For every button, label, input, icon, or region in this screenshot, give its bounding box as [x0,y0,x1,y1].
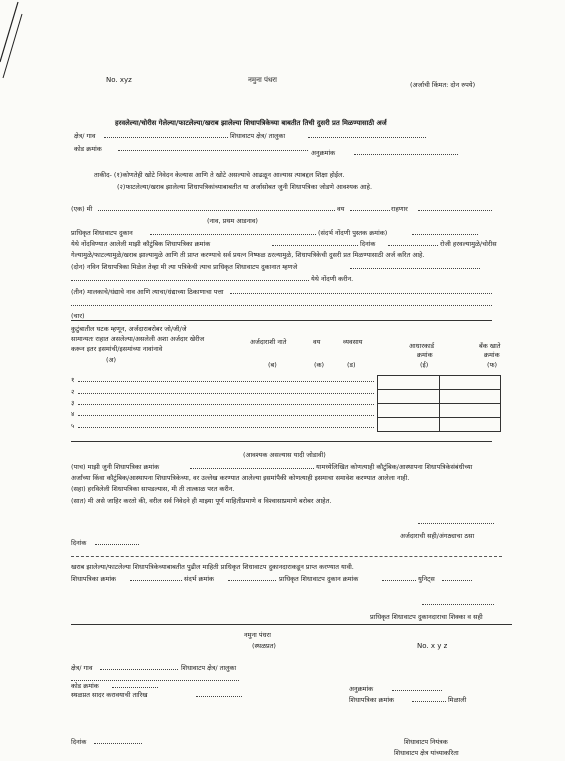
receipt-card-label: शिधापत्रिका क्रमांक [349,696,395,704]
aadhaar-cell[interactable] [378,404,440,418]
family-row-line[interactable] [78,427,374,428]
receipt-submit-line [196,696,242,697]
warning-note-1: ताकीद- (१)कोणतेही खोटे निवेदन केल्यास आणि ते खोटे असल्याचे आढळून आल्यास त्याबद्दल शिक्षा होईल. [94,171,345,179]
family-col-d: व्यवसाय [343,338,363,346]
family-col-c: वय [313,338,321,346]
family-col-a-3: करून इतर इसमांची/इसमांच्या नावांनावे [71,345,163,353]
table-row [378,376,501,390]
receipt-area-line [100,669,178,670]
signature-label: अर्जदाराची सही/अंगठ्याचा ठसा [400,532,475,540]
office-card-label: शिधापत्रिका क्रमांक [71,575,117,583]
shop-line [150,234,316,235]
para-five-c: अर्जांच्या किंवा कौटुंबिक/आस्थापना शिधापत्रिकेच्या, वर उल्लेख करण्यात आलेल्या इसमांपैकी कोणत्याही इसमाचा समावेश करण्यात आलेला नाही. [71,474,410,482]
para-five-b: यामध्येलिखित कोणत्याही कौटुंबिक/आस्थापना शिधापत्रिकेसंबंधीच्या [316,463,473,471]
family-col-d-code: (ड) [347,361,356,369]
family-row-number: २ [71,388,75,396]
receipt-divider [71,624,512,625]
warning-note-2: (२)फाटलेल्या/खराब झालेल्या शिधापत्रिकांच्याबाबतीत या अर्जासोबत जुनी शिधापत्रिका जोडणे आवश्यक आहे. [117,183,373,191]
form-number: No. xyz [106,76,132,84]
fee-label: (अर्जाची किंमत: दोन रुपये) [410,81,476,89]
controller-title: शिधावाटप नियंत्रक [404,738,448,746]
family-col-e-1: आधारकार्ड [409,342,435,350]
office-shop-line [382,580,416,581]
para-two-text: (दोन) नविन शिधापत्रिका मिळेल तेव्हा मी त्या पत्रिकेची त्याच प्राधिकृत शिधावाटप दुकानात म्हणजे [71,263,298,271]
office-card-line [130,580,182,581]
date-label: दिनांक [360,240,376,248]
family-row-line[interactable] [78,404,374,405]
receipt-serial-label: अनुक्रमांक [349,685,374,693]
bank-cell[interactable] [439,376,501,390]
table-row [378,418,501,432]
receipt-code-line [112,687,158,688]
office-shop-label: प्राधिकृत शिधावाटप दुकान क्रमांक [279,575,359,583]
section-divider [71,320,492,321]
receipt-form-number: No. x y z [417,642,448,650]
shopkeeper-sign-line [422,604,494,605]
age-line [350,210,390,211]
receipt-date-label: दिनांक [71,738,87,746]
code-line [118,150,308,151]
family-col-b-code: (ब) [268,361,277,369]
resides-label: राहणार [391,205,408,213]
code-label: कोड क्रमांक [74,145,102,153]
family-col-a-code: (अ) [106,356,117,364]
office-units-label: युनिट्स [418,575,435,583]
receipt-submit-label: स्थळप्रत सादर करावयाची तारिख [71,691,148,699]
para-five-a: (पाच) माझी जुनी शिधापत्रिका क्रमांक [71,463,160,471]
receipt-received-label: मिळाली [448,696,467,704]
para-two-end: येथे नोंदणी करीन. [311,275,354,283]
para-one-label: (एक) मी [71,205,93,213]
ration-area-label: शिधावाटप क्षेत्र/ तालुका [230,132,286,140]
family-row-number: १ [71,376,75,384]
resides-line [418,210,492,211]
aadhaar-cell[interactable] [378,390,440,404]
family-row-number: ४ [71,410,75,418]
receipt-area-label: क्षेत्र/ गाव [71,664,93,672]
scan-edge-marks [0,0,40,80]
table-row [378,390,501,404]
receipt-ration-area: शिधावाटप क्षेत्र/ तालुका [181,664,237,672]
family-col-b: अर्जदाराशी नाते [250,338,287,346]
family-col-e-2: क्रमांक [417,351,433,359]
family-col-a-1: कुटुंबातील घटक म्हणून, अर्जदाराबरोबर जो/जी/जे [71,325,187,333]
area-label: क्षेत्र/ गाव [74,132,96,140]
serial-line [354,154,458,155]
ration-area-line [308,137,426,138]
family-col-f-2: क्रमांक [484,351,500,359]
reason-text: गेल्यामुळे/फाटल्यामुळे/खराब झाल्यामुळे आणि ती प्राप्त करण्याचे सर्व प्रयत्न निष्फळ ठरल्यामुळे, शिधापत्रिकेची दुसरी प्रत मिळण्यासाठी अर्ज करित आहे. [71,251,425,259]
bank-cell[interactable] [439,404,501,418]
family-row-number: ५ [71,422,75,430]
family-row-line[interactable] [78,381,374,382]
date-line [388,245,438,246]
bank-cell[interactable] [439,390,501,404]
family-row-line[interactable] [78,415,374,416]
card-number-text: येथे नोंदविण्यात आलेली माझी कौटुंबिक शिधापत्रिका क्रमांक [71,240,211,248]
para-three-text: (तीन) मालकाचे/धंद्याचे नाव आणि त्याचा/धंद्याच्या ठिकाणाचा पत्ता [71,288,224,296]
family-col-e-code: (ई) [420,361,429,369]
office-ref-label: संदर्भ क्रमांक [184,575,215,583]
applicant-name-line [98,210,335,211]
receipt-serial-line [392,690,442,691]
name-caption: (नाव, प्रथम आडनाव) [207,217,258,225]
family-col-f-code: (फ) [487,361,498,369]
family-footer-note: (आवश्यक असल्यास यादी जोडावी) [243,451,326,459]
controller-subtitle: शिधावाटप क्षेत्र यांच्याकरिता [394,749,459,757]
receipt-sample-label: नमुना पंधरा [244,631,271,639]
family-col-c-code: (क) [314,361,325,369]
family-col-a-2: सामान्यतः राहात असलेल्या/असलेली अशा अर्जदार खेरीज [71,335,205,343]
lower-date-label: दिनांक [71,539,87,547]
age-label: वय [337,205,345,213]
para-seven: (सात) मी असे जाहिर करतो की, वरील सर्व निवेदने ही माझ्या पूर्ण माहितीप्रमाणे व विश्वासाप्रमाणे बरोबर आहेत. [71,497,332,505]
shopkeeper-sign-label: प्राधिकृत शिधावाटप दुकानदाराचा शिक्का व सही [370,613,483,621]
receipt-date-line [94,743,142,744]
office-ref-line [228,580,276,581]
old-card-line [190,468,314,469]
office-divider [71,556,502,557]
para-six: (सहा) हरविलेली शिधापत्रिका सापडल्यास, मी ती तात्काळ परत करीन. [71,485,235,493]
register-ref-line [412,234,478,235]
area-line [104,137,228,138]
table-row [378,404,501,418]
office-instruction: खराब झालेल्या/फाटलेल्या शिधापत्रिकेच्याबाबतीत पुढील माहिती प्राधिकृत शिधावाटप दुकानदाराकडून प्राप्त करण्यात यावी. [71,563,354,571]
form-title: हरवलेल्या/चोरीस गेलेल्या/फाटलेल्या/खराब झालेल्या शिधापत्रिकेच्या बाबतीत तिची दुसरी प्रत मिळण्यासाठी अर्ज [115,119,387,127]
lost-text: रोजी हरवल्यामुळे/चोरीस [440,240,497,248]
shop-again-line-2 [71,280,309,281]
aadhaar-cell[interactable] [378,418,440,432]
register-ref-label: (संदर्भ नोंदणी पुस्तक क्रमांक) [318,229,388,237]
family-row-number: ३ [71,399,75,407]
aadhaar-cell[interactable] [378,376,440,390]
family-table-bottom [71,441,492,442]
bank-cell[interactable] [439,418,501,432]
id-numbers-grid [377,375,501,432]
receipt-code-label: कोड क्रमांक [71,682,99,690]
employer-line-1 [230,293,492,294]
sample-label: नमुना पंधरा [248,76,277,84]
office-units-line [442,580,472,581]
card-number-line [272,245,358,246]
employer-line-2 [71,305,492,306]
para-four-label: (चार) [71,312,85,320]
serial-label: अनुक्रमांक [311,149,336,157]
receipt-card-line [412,701,446,702]
shop-again-line [350,268,480,269]
family-col-f-1: बँक खाते [479,342,501,350]
receipt-copy-label: (स्थळप्रत) [252,642,276,650]
signature-line [418,523,494,524]
shop-label: प्राधिकृत शिधावाटप दुकान [71,229,133,237]
family-row-line[interactable] [78,393,374,394]
lower-date-line [95,544,139,545]
